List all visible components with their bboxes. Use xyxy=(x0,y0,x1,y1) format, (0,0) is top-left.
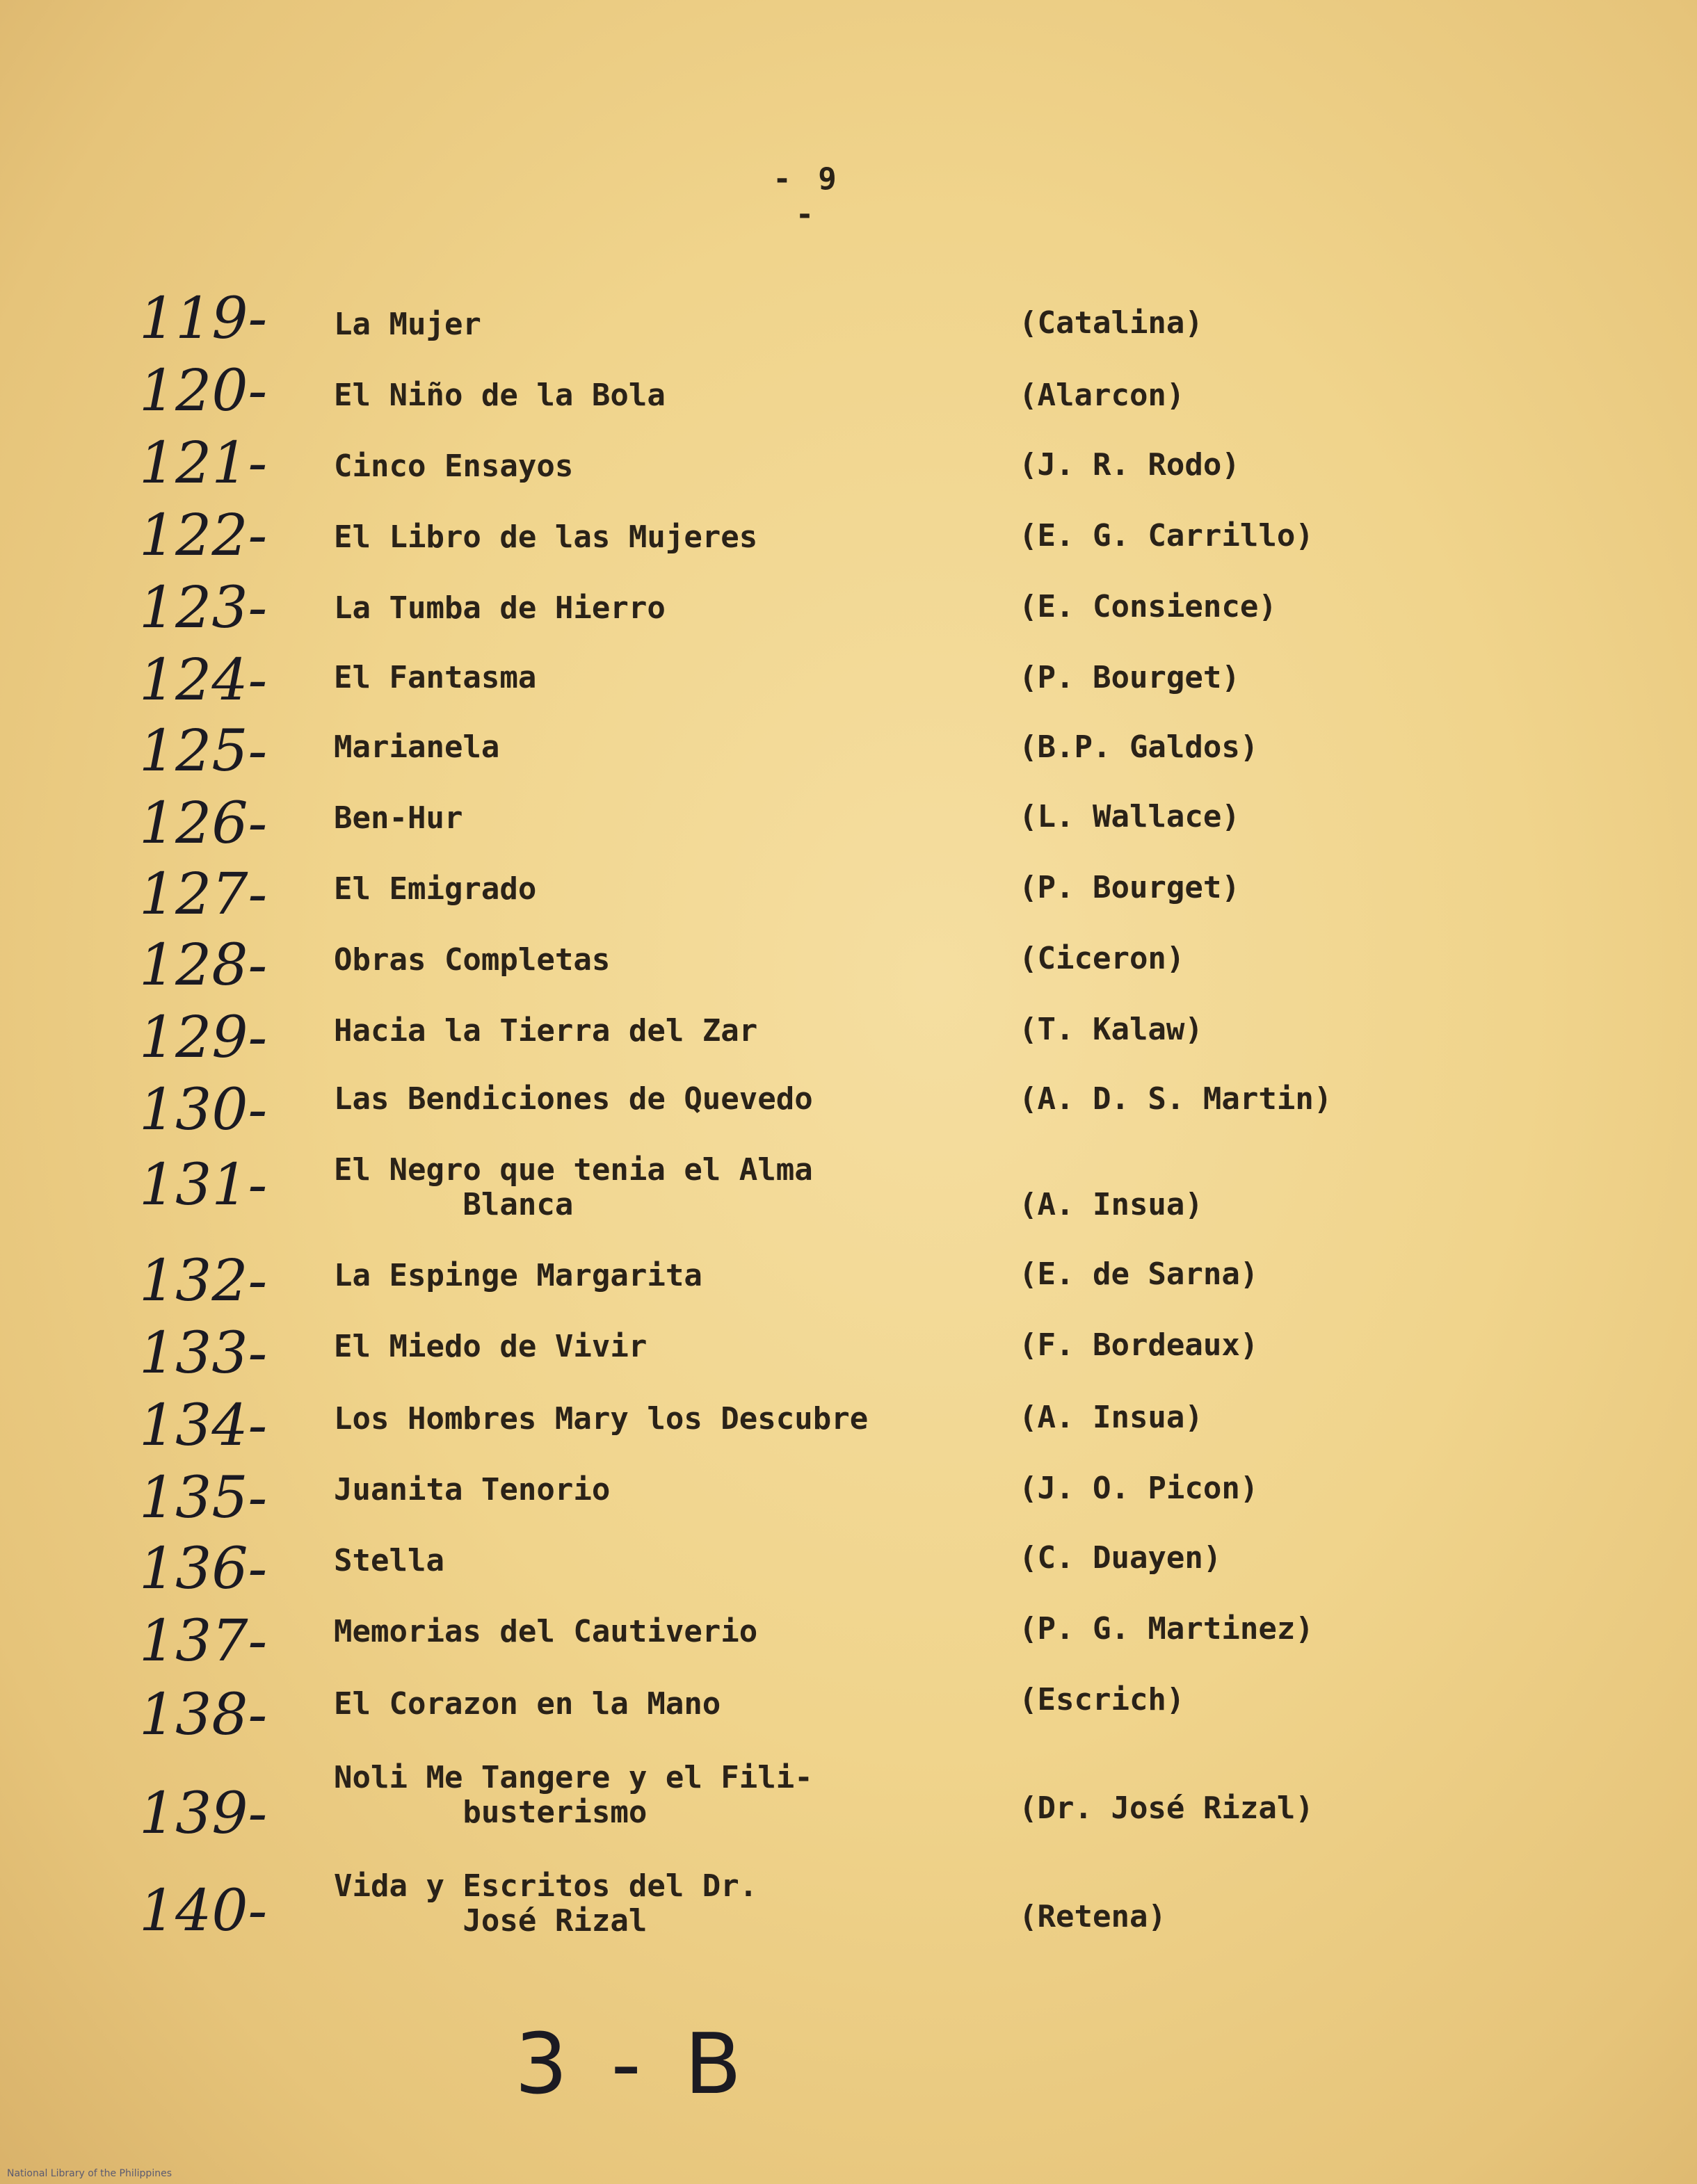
page-number: - 9 - xyxy=(773,161,841,232)
entry-title: La Tumba de Hierro xyxy=(334,590,666,626)
entry-title: El Libro de las Mujeres xyxy=(334,519,758,555)
entry-author: (J. O. Picon) xyxy=(1019,1471,1259,1506)
entry-author: (B.P. Galdos) xyxy=(1019,729,1259,765)
entry-number: 140- xyxy=(139,1878,268,1944)
handwritten-note: 3 - B xyxy=(515,2016,750,2113)
entry-author: (Catalina) xyxy=(1019,305,1203,341)
entry-title: Hacia la Tierra del Zar xyxy=(334,1013,758,1049)
entry-title: Los Hombres Mary los Descubre xyxy=(334,1401,869,1437)
entry-title: Juanita Tenorio xyxy=(334,1472,611,1507)
entry-number: 119- xyxy=(139,286,268,352)
entry-title: El Negro que tenia el Alma Blanca xyxy=(334,1152,813,1222)
entry-title: El Corazon en la Mano xyxy=(334,1686,721,1722)
entry-number: 133- xyxy=(139,1320,268,1386)
entry-author: (C. Duayen) xyxy=(1019,1540,1222,1576)
entry-author: (E. de Sarna) xyxy=(1019,1256,1259,1292)
entry-author: (E. G. Carrillo) xyxy=(1019,518,1314,553)
entry-number: 126- xyxy=(139,791,268,857)
entry-number: 120- xyxy=(139,358,268,424)
entry-number: 122- xyxy=(139,503,268,569)
entry-title: El Emigrado xyxy=(334,871,537,907)
entry-author: (J. R. Rodo) xyxy=(1019,447,1240,483)
entry-title: Noli Me Tangere y el Fili- busterismo xyxy=(334,1760,813,1830)
entry-number: 125- xyxy=(139,718,268,784)
entry-title: Marianela xyxy=(334,729,500,765)
entry-author: (Ciceron) xyxy=(1019,941,1185,976)
entry-title: La Espinge Margarita xyxy=(334,1258,702,1293)
entry-number: 131- xyxy=(139,1152,268,1218)
entry-author: (L. Wallace) xyxy=(1019,799,1240,834)
entry-number: 121- xyxy=(139,430,268,496)
entry-author: (P. G. Martinez) xyxy=(1019,1611,1314,1647)
entry-number: 135- xyxy=(139,1465,268,1531)
entry-number: 138- xyxy=(139,1682,268,1748)
entry-author: (Alarcon) xyxy=(1019,378,1185,413)
entry-title: La Mujer xyxy=(334,307,481,342)
entry-author: (Dr. José Rizal) xyxy=(1019,1790,1314,1826)
entry-number: 129- xyxy=(139,1005,268,1071)
entry-title: El Fantasma xyxy=(334,660,537,695)
entry-number: 137- xyxy=(139,1608,268,1674)
entry-author: (A. D. S. Martin) xyxy=(1019,1081,1333,1117)
entry-title: Vida y Escritos del Dr. José Rizal xyxy=(334,1868,758,1939)
archive-footer-stamp: National Library of the Philippines xyxy=(7,2168,172,2179)
entry-author: (T. Kalaw) xyxy=(1019,1012,1203,1047)
entry-author: (F. Bordeaux) xyxy=(1019,1327,1259,1363)
entry-number: 130- xyxy=(139,1077,268,1143)
entry-number: 124- xyxy=(139,647,268,713)
entry-number: 134- xyxy=(139,1393,268,1459)
entry-number: 136- xyxy=(139,1536,268,1602)
entry-author: (P. Bourget) xyxy=(1019,870,1240,905)
entry-number: 128- xyxy=(139,932,268,998)
entry-title: Memorias del Cautiverio xyxy=(334,1614,758,1649)
entry-title: Stella xyxy=(334,1543,444,1578)
entry-title: Obras Completas xyxy=(334,942,611,978)
entry-author: (A. Insua) xyxy=(1019,1187,1203,1222)
entry-author: (Retena) xyxy=(1019,1899,1166,1934)
entry-title: Cinco Ensayos xyxy=(334,448,574,484)
entry-title: Las Bendiciones de Quevedo xyxy=(334,1081,813,1117)
entry-number: 127- xyxy=(139,862,268,928)
entry-author: (P. Bourget) xyxy=(1019,660,1240,695)
entry-title: Ben-Hur xyxy=(334,800,463,836)
entry-number: 139- xyxy=(139,1781,268,1847)
entry-title: El Miedo de Vivir xyxy=(334,1329,648,1364)
entry-author: (A. Insua) xyxy=(1019,1400,1203,1435)
entry-title: El Niño de la Bola xyxy=(334,378,666,413)
entry-author: (E. Consience) xyxy=(1019,589,1277,624)
entry-number: 132- xyxy=(139,1248,268,1314)
entry-author: (Escrich) xyxy=(1019,1682,1185,1717)
entry-number: 123- xyxy=(139,575,268,641)
